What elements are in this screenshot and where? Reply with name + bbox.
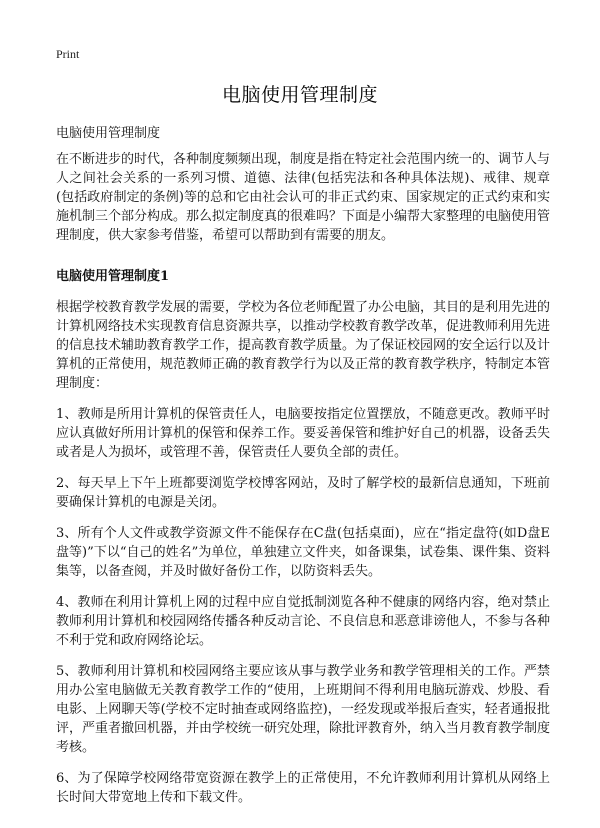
section-heading: 电脑使用管理制度1 (56, 269, 170, 284)
body-paragraph-1: 1、教师是所用计算机的保管责任人，电脑要按指定位置摆放，不随意更改。教师平时应认真做好所用计算机的保管和保养工作。要妥善保管和维护好自己的机器，设备丢失或者是人为损坏，或管理不善，保管责任人要负全部的责任。 (56, 407, 551, 460)
document-subtitle: 电脑使用管理制度 (56, 126, 161, 141)
print-label[interactable]: Print (56, 47, 80, 61)
body-paragraph-0: 根据学校教育教学发展的需要，学校为各位老师配置了办公电脑，其目的是利用先进的计算机网络技术实现教育信息资源共享，以推动学校教育教学改革，促进教师利用先进的信息技术辅助教育教学工作，提高教育教学质量。为了保证校园网的安全运行以及计算机的正常使用，规范教师正确的教育教学行为以及正常的教育教学秩序，特制定本管理制度： (56, 300, 551, 391)
body-paragraph-5: 5、教师利用计算机和校园网络主要应该从事与教学业务和教学管理相关的工作。严禁用办公室电脑做无关教育教学工作的“使用，上班期间不得利用电脑玩游戏、炒股、看电影、上网聊天等(学校不定时抽查或网络监控)，一经发现或举报后查实，轻者通报批评，严重者撤回机器，并由学校统一研究处理，除批评教育外，纳入当月教育教学制度考核。 (56, 664, 551, 755)
body-paragraph-3: 3、所有个人文件或教学资源文件不能保存在C盘(包括桌面)，应在“指定盘符(如D盘E盘等)”下以“自己的姓名”为单位，单独建立文件夹，如备课集，试卷集、课件集、资料集等，以备查阅，并及时做好备份工作，以防资料丢失。 (56, 526, 550, 579)
body-paragraph-4: 4、教师在利用计算机上网的过程中应自觉抵制浏览各种不健康的网络内容，绝对禁止教师利用计算机和校园网络传播各种反动言论、不良信息和恶意诽谤他人，不参与各种不利于党和政府网络论坛。 (56, 595, 551, 648)
document-title: 电脑使用管理制度 (221, 84, 378, 106)
intro-paragraph: 在不断进步的时代，各种制度频频出现，制度是指在特定社会范围内统一的、调节人与人之间社会关系的一系列习惯、道德、法律(包括宪法和各种具体法规)、戒律、规章(包括政府制定的条例)等的总和它由社会认可的非正式约束、国家规定的正式约束和实施机制三个部分构成。那么拟定制度真的很难吗？下面是小编帮大家整理的电脑使用管理制度，供大家参考借鉴，希望可以帮助到有需要的朋友。 (56, 152, 551, 243)
body-paragraph-2: 2、每天早上下午上班都要浏览学校博客网站，及时了解学校的最新信息通知，下班前要确保计算机的电源是关闭。 (56, 476, 550, 510)
document-body (56, 150, 550, 819)
body-paragraph-6: 6、为了保障学校网络带宽资源在教学上的正常使用，不允许教师利用计算机从网络上长时间大带宽地上传和下载文件。 (56, 771, 550, 805)
